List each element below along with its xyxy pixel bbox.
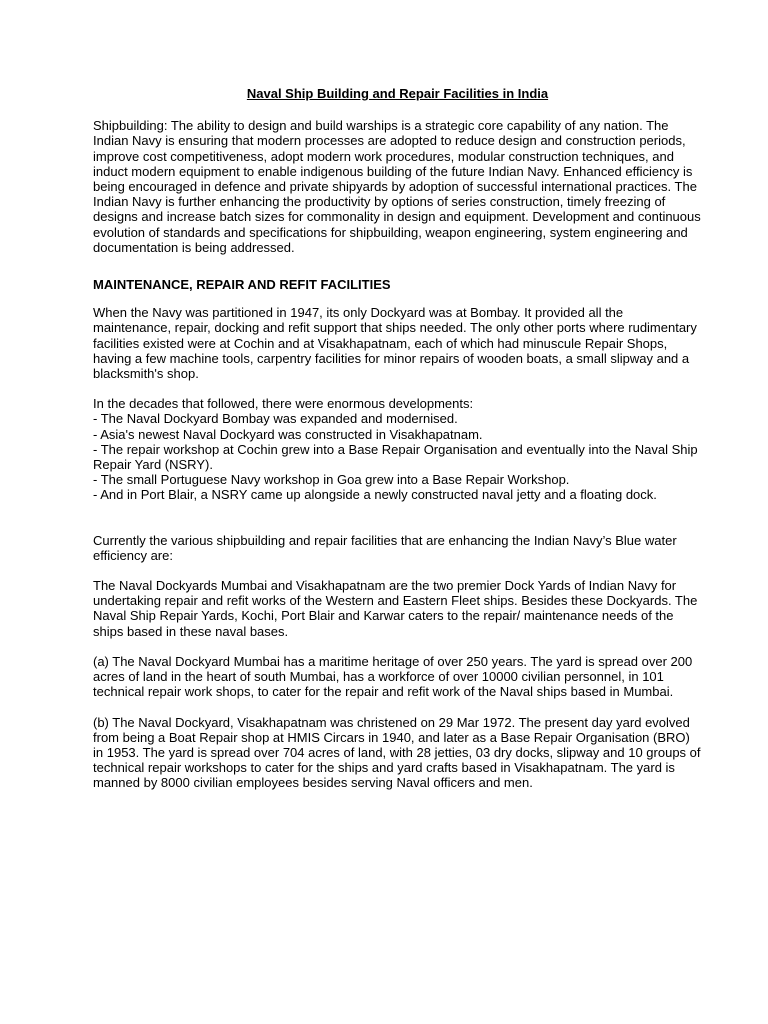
list-item: - And in Port Blair, a NSRY came up alongside a newly constructed naval jetty and a floating dock. bbox=[93, 487, 657, 503]
list-item: - The Naval Dockyard Bombay was expanded and modernised. bbox=[93, 411, 458, 427]
developments-intro: In the decades that followed, there were enormous developments: bbox=[93, 396, 474, 412]
list-item: - The repair workshop at Cochin grew into a Base Repair Organisation and eventually into the Naval Ship Repair Yard (NSRY). bbox=[93, 441, 698, 473]
list-item: - Asia's newest Naval Dockyard was constructed in Visakhapatnam. bbox=[93, 426, 483, 442]
partition-paragraph: When the Navy was partitioned in 1947, its only Dockyard was at Bombay. It provided all the maintenance, repair, docking and refit support that ships needed. The only other ports where rudimentary facilities existed were at Cochin and at Visakhapatnam, each of which had minuscule Repair Shops, having a few machine tools, carpentry facilities for minor repairs of wooden boats, a small slipway and a blacksmith's shop. bbox=[93, 305, 697, 382]
list-item: - The small Portuguese Navy workshop in Goa grew into a Base Repair Workshop. bbox=[93, 472, 570, 488]
visakhapatnam-paragraph: (b) The Naval Dockyard, Visakhapatnam was christened on 29 Mar 1972. The present day yard evolved from being a Boat Repair shop at HMIS Circars in 1940, and later as a Base Repair Organisation (BRO) in 1953. The yard is spread over 704 acres of land, with 28 jetties, 03 dry docks, slipway and 10 groups of technical repair workshops to cater for the ships and yard crafts based in Visakhapatnam. The yard is manned by 8000 civilian employees besides serving Naval officers and men. bbox=[93, 714, 701, 791]
shipbuilding-paragraph: Shipbuilding: The ability to design and build warships is a strategic core capability of any nation. The Indian Navy is ensuring that modern processes are adopted to reduce design and construction periods, improve cost competitiveness, adopt modern work procedures, modular construction techniques, and induct modern equipment to enable indigenous building of the future Indian Navy. Enhanced efficiency is being encouraged in defence and private shipyards by adoption of successful international practices. The Indian Navy is further enhancing the productivity by options of series construction, timely freezing of designs and increase batch sizes for commonality in design and equipment. Development and continuous evolution of standards and specifications for shipbuilding, weapon engineering, system engineering and documentation is being addressed. bbox=[93, 118, 701, 255]
current-paragraph: Currently the various shipbuilding and repair facilities that are enhancing the Indian Navy’s Blue water efficiency are: bbox=[93, 532, 677, 563]
developments-list bbox=[93, 396, 702, 502]
section-heading: MAINTENANCE, REPAIR AND REFIT FACILITIES bbox=[93, 277, 391, 293]
dockyards-paragraph: The Naval Dockyards Mumbai and Visakhapatnam are the two premier Dock Yards of Indian Navy for undertaking repair and refit works of the Western and Eastern Fleet ships. Besides these Dockyards. The Naval Ship Repair Yards, Kochi, Port Blair and Karwar caters to the repair/ maintenance needs of the ships based in these naval bases. bbox=[93, 578, 698, 639]
document-title: Naval Ship Building and Repair Facilities in India bbox=[246, 86, 549, 101]
mumbai-paragraph: (a) The Naval Dockyard Mumbai has a maritime heritage of over 250 years. The yard is spread over 200 acres of land in the heart of south Mumbai, has a workforce of over 10000 civilian personnel, in 101 technical repair work shops, to cater for the repair and refit work of the Naval ships based in Mumbai. bbox=[93, 653, 693, 700]
